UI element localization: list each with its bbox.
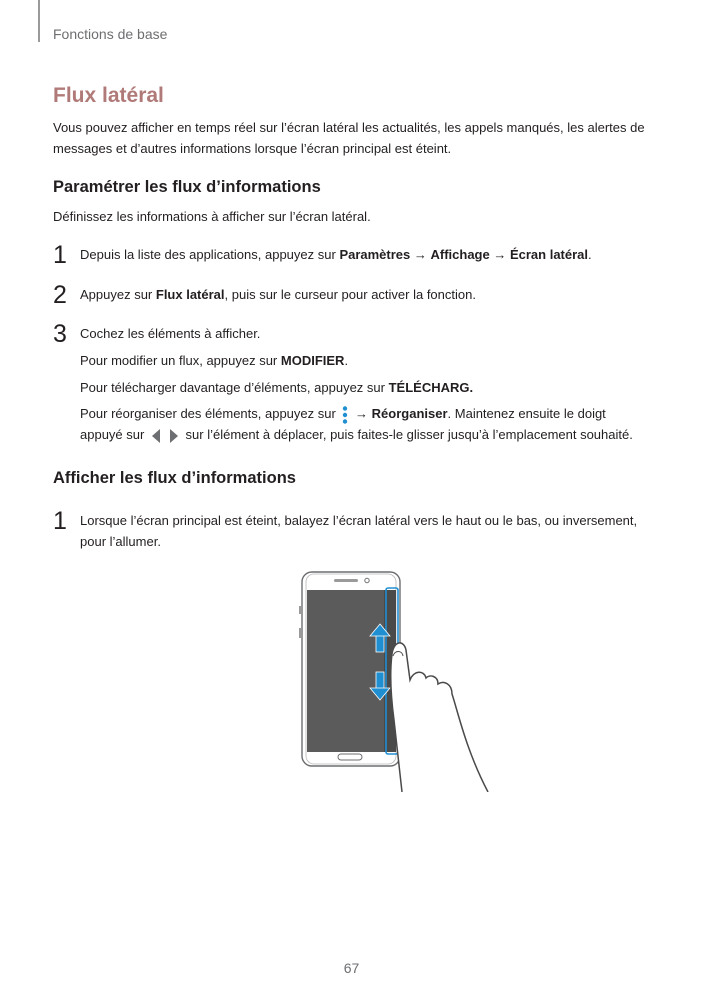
speaker-icon (334, 579, 358, 582)
note-text: sur l’élément à déplacer, puis faites-le glisser jusqu’à l’emplacement souhaité. (181, 427, 633, 442)
volume-down-button (299, 628, 302, 638)
setup-heading: Paramétrer les flux d’informations (53, 178, 321, 196)
edge-swipe-illustration (298, 570, 492, 792)
section-title: Flux latéral (53, 84, 164, 107)
note-reorder-line2 (80, 424, 650, 445)
display-step-1-line1: Lorsque l’écran principal est éteint, balayez l’écran latéral vers le haut ou le bas, ou inversement, (80, 513, 638, 528)
menu-edge-feeds: Flux latéral (155, 287, 225, 302)
menu-settings: Paramètres (339, 247, 411, 262)
step-number: 2 (53, 281, 67, 309)
phone-screen (307, 590, 396, 752)
arrow-text: → (489, 247, 510, 262)
step-text-part: Appuyez sur (80, 287, 156, 302)
note-text: Pour modifier un flux, appuyez sur (80, 353, 281, 368)
note-text: . (344, 353, 349, 368)
display-heading: Afficher les flux d’informations (53, 469, 296, 487)
note-modify (80, 350, 650, 371)
note-text: . Maintenez ensuite le doigt (447, 406, 606, 421)
menu-edge-screen: Écran latéral (509, 247, 589, 262)
note-download (80, 377, 650, 398)
note-text: appuyé sur (80, 427, 148, 442)
reorder-label: Réorganiser (371, 406, 448, 421)
left-right-arrows-icon (150, 428, 180, 444)
step-3-text: Cochez les éléments à afficher. (80, 326, 261, 341)
note-text: Pour télécharger davantage d’éléments, appuyez sur (80, 380, 389, 395)
step-text-part: , puis sur le curseur pour activer la fonction. (224, 287, 476, 302)
step-number: 3 (53, 320, 67, 348)
vertical-dots-icon (341, 405, 349, 425)
step-text-part: Depuis la liste des applications, appuyez sur (80, 247, 340, 262)
chapter-header: Fonctions de base (53, 26, 168, 42)
step-number: 1 (53, 241, 67, 269)
step-text-part: . (588, 247, 592, 262)
header-rule (38, 0, 40, 42)
step-2-text (80, 284, 650, 305)
arrow-text: → (351, 406, 372, 421)
page-number: 67 (343, 960, 360, 976)
note-reorder (80, 403, 650, 425)
step-number: 1 (53, 507, 67, 535)
hand-icon (391, 643, 488, 792)
note-text: Pour réorganiser des éléments, appuyez sur (80, 406, 340, 421)
display-step-1-line2: pour l’allumer. (80, 534, 161, 549)
step-1-text (80, 244, 650, 265)
menu-display: Affichage (430, 247, 490, 262)
arrow-text: → (410, 247, 431, 262)
setup-description: Définissez les informations à afficher sur l’écran latéral. (53, 209, 371, 224)
download-label: TÉLÉCHARG. (388, 380, 474, 395)
volume-up-button (299, 606, 302, 614)
section-intro: Vous pouvez afficher en temps réel sur l’écran latéral les actualités, les appels manqués, les alertes de messages et d’autres informations lorsque l’écran principal est éteint. (53, 120, 645, 156)
modify-label: MODIFIER (280, 353, 345, 368)
